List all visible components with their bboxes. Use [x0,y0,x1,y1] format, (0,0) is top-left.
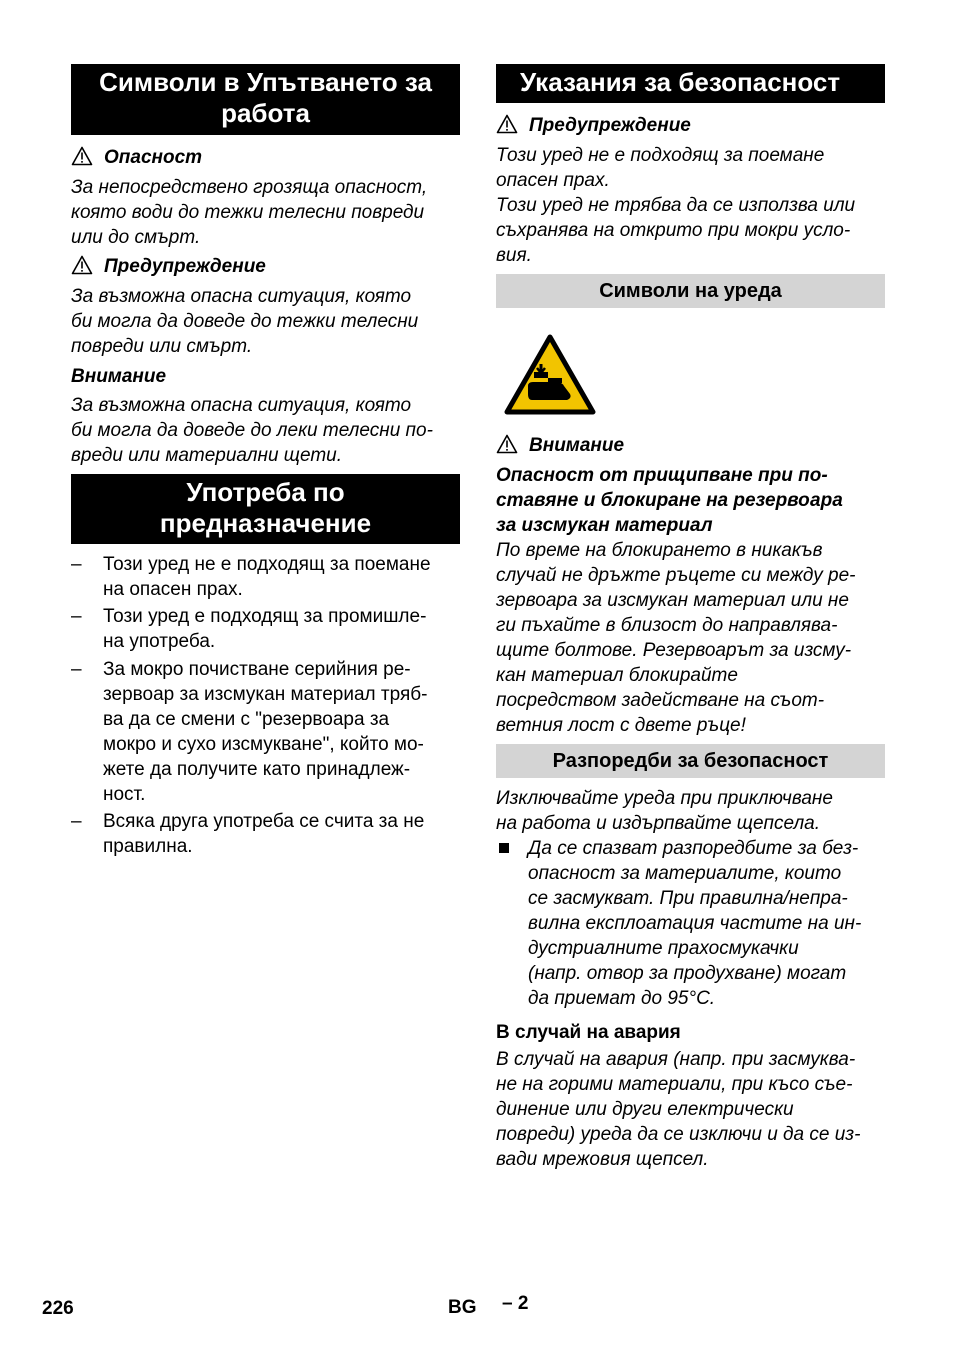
square-bullet-icon [499,843,509,853]
section-page: – 2 [502,1293,529,1314]
list-item-line: ност. [103,784,146,805]
list-item-line: на опасен прах. [103,579,243,600]
warning-text-line: За възможна опасна ситуация, която [71,286,412,307]
regs-text-line: Изключвайте уреда при приключване [496,788,833,809]
pinch-text-line: случай не дръжте ръцете си между ре- [496,565,856,586]
danger-text-line: която води до тежки телесни повреди [71,202,425,223]
regs-bullet-line: дустриалните прахосмукачки [528,938,799,959]
pinch-text-line: кан материал блокирайте [496,665,738,686]
warning-text-line: повреди или смърт. [71,336,253,357]
subheading-device-symbols: Символи на уреда [496,274,885,308]
danger-text-line: За непосредствено грозяща опасност, [71,177,428,198]
list-item-line: мокро и сухо изсмукване", който мо- [103,734,424,755]
warning-triangle-icon [496,114,518,134]
warning-triangle-icon [496,434,518,454]
warning-label: Предупреждение [104,256,266,277]
section-heading-intended-use: Употреба по предназначение [71,474,460,544]
caution-label: Внимание [529,435,625,456]
pinch-title-line: за изсмукан материал [496,515,713,536]
regs-bullet-line: Да се спазват разпоредбите за без- [528,838,859,859]
danger-label: Опасност [104,147,203,168]
pinch-text-line: щите болтове. Резервоарът за изсму- [496,640,852,661]
danger-text-line: или до смърт. [71,227,201,248]
pinch-title-line: ставяне и блокиране на резервоара [496,490,843,511]
regs-text-line: на работа и издърпвайте щепсела. [496,813,821,834]
warning-label: Предупреждение [529,115,691,136]
list-item-line: правилна. [103,836,193,857]
warning-text-line: Този уред не е подходящ за поемане [496,145,825,166]
list-item-line: на употреба. [103,631,216,652]
warning-text-line: опасен прах. [496,170,610,191]
warning-text-line: Този уред не трябва да се използва или [496,195,856,216]
caution-text-line: би могла да доведе до леки телесни по- [71,420,433,441]
regs-bullet-line: се засмукват. При правилна/непра- [528,888,848,909]
emergency-text-line: вади мрежовия щепсел. [496,1149,709,1170]
regs-bullet-line: да приемат до 95°C. [528,988,716,1009]
list-item-line: Този уред не е подходящ за поемане [103,554,431,575]
pinch-title-line: Опасност от прищипване при по- [496,465,828,486]
warning-text-line: би могла да доведе до тежки телесни [71,311,419,332]
list-dash: – [71,554,82,575]
page-number: 226 [42,1298,74,1319]
list-dash: – [71,606,82,627]
emergency-text-line: не на горими материали, при късо съе- [496,1074,853,1095]
emergency-text-line: динение или други електрически [496,1099,794,1120]
warning-text-line: съхранява на открито при мокри усло- [496,220,851,241]
list-item-line: За мокро почистване серийния ре- [103,659,411,680]
pinch-text-line: зервоара за изсмукан материал или не [496,590,849,611]
emergency-text-line: В случай на авария (напр. при засмуква- [496,1049,856,1070]
subheading-safety-regulations: Разпоредби за безопасност [496,744,885,778]
list-item-line: Всяка друга употреба се счита за не [103,811,425,832]
regs-bullet-line: опасност за материалите, които [528,863,842,884]
list-item-line: ва да се смени с "резервоара за [103,709,390,730]
hand-crush-warning-sign [504,334,596,416]
warning-triangle-icon [71,146,93,166]
caution-text-line: вреди или материални щети. [71,445,343,466]
pinch-text-line: посредством задействане на съот- [496,690,825,711]
list-item-line: Този уред е подходящ за промишле- [103,606,427,627]
list-item-line: зервоар за изсмукан материал тряб- [103,684,428,705]
regs-bullet-line: (напр. отвор за продухване) могат [528,963,847,984]
caution-label: Внимание [71,366,167,387]
warning-triangle-icon [71,255,93,275]
language-code: BG [448,1297,477,1318]
caution-text-line: За възможна опасна ситуация, която [71,395,412,416]
list-dash: – [71,659,82,680]
section-heading-safety: Указания за безопасност [496,64,885,103]
pinch-text-line: ги пъхайте в близост до направлява- [496,615,838,636]
list-dash: – [71,811,82,832]
pinch-text-line: По време на блокирането в никакъв [496,540,823,561]
emergency-heading: В случай на авария [496,1022,681,1043]
emergency-text-line: повреди) уреда да се изключи и да се из- [496,1124,861,1145]
pinch-text-line: ветния лост с двете ръце! [496,715,746,736]
list-item-line: жете да получите като принадлеж- [103,759,411,780]
warning-text-line: вия. [496,245,532,266]
regs-bullet-line: вилна експлоатация частите на ин- [528,913,862,934]
section-heading-symbols: Символи в Упътването за работа [71,64,460,135]
